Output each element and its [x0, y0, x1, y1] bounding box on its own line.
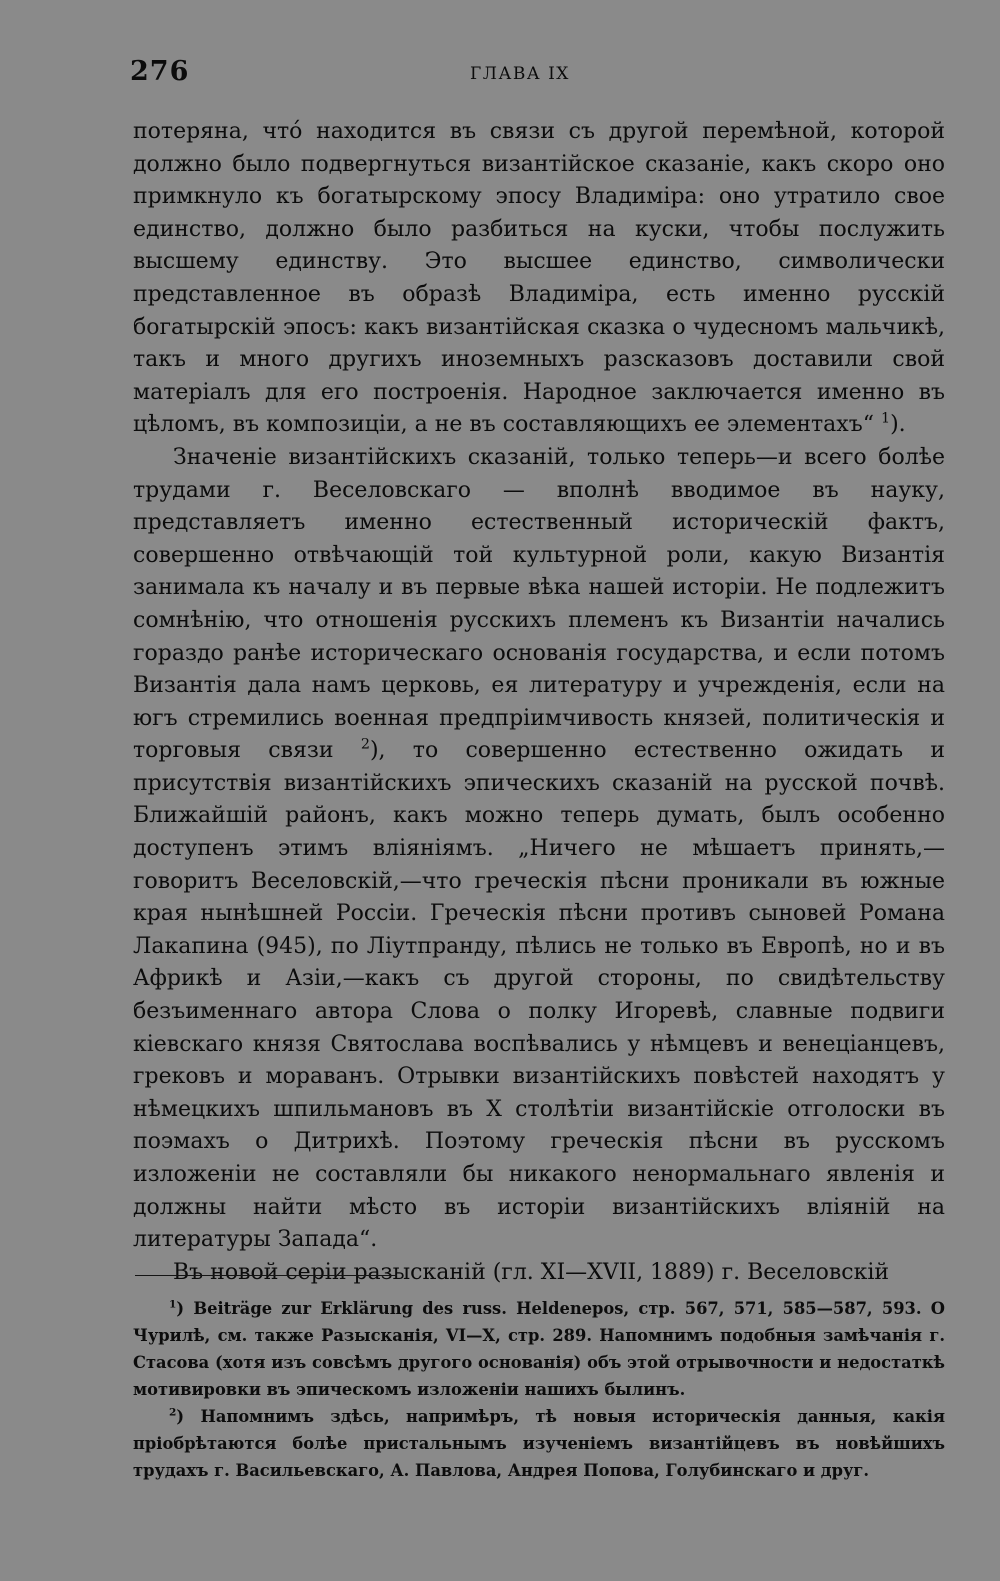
paragraph-2 [133, 442, 945, 1257]
main-text [133, 116, 945, 1289]
footnote-ref-2: 2 [360, 736, 370, 753]
paragraph-1-text: потеряна, что́ находится въ связи съ другой перемѣной, которой должно было подвергнуться византійское сказаніе, какъ скоро оно примкнуло къ богатырскому эпосу Владиміра: оно утратило свое единство, должно было разбиться на куски, чтобы послужить высшему единству. Это высшее единство, символически представленное въ образѣ Владиміра, есть именно русскій богатырскій эпосъ: какъ византійская сказка о чудесномъ мальчикѣ, такъ и много другихъ иноземныхъ разсказовъ доставили свой матеріалъ для его построенія. Народное заключается именно въ цѣломъ, въ композиціи, а не въ составляющихъ ее элементахъ“ [133, 119, 945, 438]
paragraph-1 [133, 116, 945, 442]
footnote-2-text: ) Напомнимъ здѣсь, напримѣръ, тѣ новыя историческія данныя, какія пріобрѣтаются болѣе пристальнымъ изученіемъ византійцевъ въ новѣйшихъ трудахъ г. Васильевскаго, А. Павлова, Андрея Попова, Голубинскаго и друг. [133, 1407, 945, 1480]
footnotes [133, 1295, 945, 1484]
paragraph-2-text-a: Значеніе византійскихъ сказаній, только теперь—и всего болѣе трудами г. Веселовскаго — вполнѣ вводимое въ науку, представляетъ именно естественный историческій фактъ, совершенно отвѣчающій той культурной роли, какую Византія занимала къ началу и въ первые вѣка нашей исторіи. Не подлежитъ сомнѣнію, что отношенія русскихъ племенъ къ Византіи начались гораздо ранѣе историческаго основанія государства, и если потомъ Византія дала намъ церковь, ея литературу и учрежденія, если на югъ стремились военная предпріимчивость князей, политическія и торговыя связи [133, 444, 945, 764]
footnote-1-mark: 1 [169, 1298, 177, 1311]
footnote-ref-1: 1 [880, 411, 891, 428]
page-header [130, 56, 946, 90]
running-head: ГЛАВА IX [470, 64, 570, 84]
page-number: 276 [130, 56, 190, 87]
paragraph-3: Въ новой серіи разысканій (гл. XI—XVII, 1889) г. Веселовскій [173, 1259, 890, 1285]
footnote-2 [133, 1403, 945, 1484]
footnote-1 [133, 1295, 945, 1403]
paragraph-2-text-b: ), то совершенно естественно ожидать и присутствія византійскихъ эпическихъ сказаній на русской почвѣ. Ближайшій районъ, какъ можно теперь думать, былъ особенно доступенъ этимъ вліяніямъ. „Ничего не мѣшаетъ принять,—говоритъ Веселовскій,—что греческія пѣсни проникали въ южные края нынѣшней Россіи. Греческія пѣсни противъ сыновей Романа Лакапина (945), по Ліутпранду, пѣлись не только въ Европѣ, но и въ Африкѣ и Азіи,—какъ съ другой стороны, по свидѣтельству безъименнаго автора Слова о полку Игоревѣ, славные подвиги кіевскаго князя Святослава воспѣвались у нѣмцевъ и венеціанцевъ, грековъ и мораванъ. Отрывки византійскихъ повѣстей находятъ у нѣмецкихъ шпильмановъ въ X столѣтіи византійскіе отголоски въ поэмахъ о Дитрихѣ. Поэтому греческія пѣсни въ русскомъ изложеніи не составляли бы никакого ненормальнаго явленія и должны найти мѣсто въ исторіи византійскихъ вліяній на литературы Запада“. [133, 738, 945, 1253]
footnote-1-text: ) Beiträge zur Erklärung des russ. Heldenepos, стр. 567, 571, 585—587, 593. О Чурилѣ, см. также Разысканія, VI—X, стр. 289. Напомнимъ подобныя замѣчанія г. Стасова (хотя изъ совсѣмъ другого основанія) объ этой отрывочности и недостаткѣ мотивировки въ эпическомъ изложеніи нашихъ былинъ. [133, 1299, 945, 1399]
footnote-2-mark: 2 [169, 1406, 177, 1419]
footnote-divider [135, 1275, 397, 1276]
paragraph-1-end: ). [890, 412, 906, 438]
